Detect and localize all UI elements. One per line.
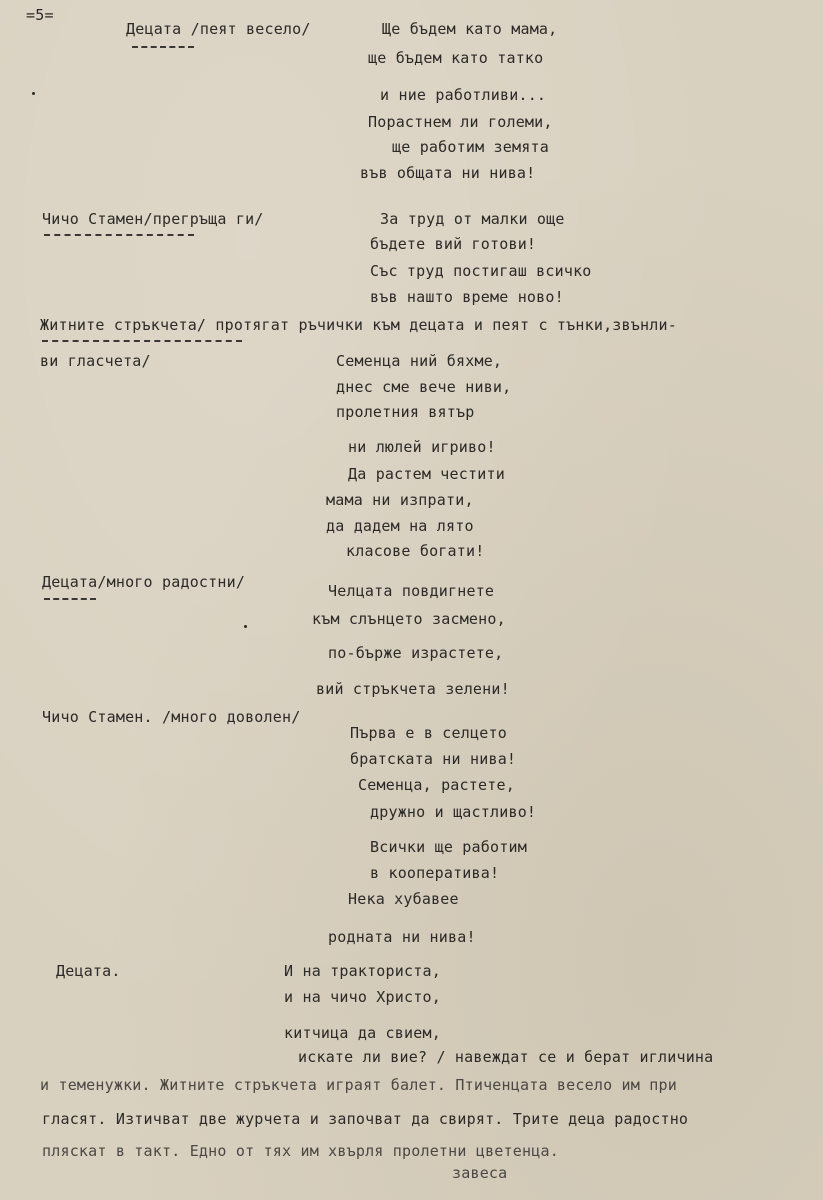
verse-line: ще работим земята bbox=[392, 138, 549, 156]
verse-line: класове богати! bbox=[346, 542, 485, 560]
curtain-label: завеса bbox=[452, 1164, 508, 1182]
verse-line: Челцата повдигнете bbox=[328, 582, 495, 600]
ink-dot bbox=[244, 625, 247, 628]
verse-line: Със труд постигаш всичко bbox=[370, 262, 592, 280]
verse-line: китчица да свием, bbox=[284, 1024, 441, 1042]
verse-line: Порастнем ли големи, bbox=[368, 113, 553, 131]
page-number: =5= bbox=[26, 6, 54, 24]
verse-line: дружно и щастливо! bbox=[370, 803, 537, 821]
verse-line: Семенца ний бяхме, bbox=[336, 352, 503, 370]
verse-line: Да растем честити bbox=[348, 465, 505, 483]
verse-line: към слънцето засмено, bbox=[312, 610, 506, 628]
speaker-children: Децата/много радостни/ bbox=[42, 573, 246, 591]
speaker-underline bbox=[42, 340, 242, 342]
verse-line: бъдете вий готови! bbox=[370, 235, 537, 253]
speaker-chicho-stamen: Чичо Стамен/прегръща ги/ bbox=[42, 210, 264, 228]
stage-direction: и теменужки. Житните стръкчета играят балет. Птиченцата весело им при bbox=[40, 1076, 677, 1094]
verse-line: родната ни нива! bbox=[328, 928, 476, 946]
verse-line: и на чичо Христо, bbox=[284, 988, 441, 1006]
speaker-children: Децата. bbox=[56, 962, 121, 980]
verse-line: и ние работливи... bbox=[380, 86, 547, 104]
stage-direction: ви гласчета/ bbox=[40, 352, 151, 370]
verse-line: да дадем на лято bbox=[326, 517, 474, 535]
verse-line: Ще бъдем като мама, bbox=[382, 20, 558, 38]
verse-line: вий стръкчета зелени! bbox=[316, 680, 510, 698]
speaker-underline bbox=[44, 234, 194, 236]
verse-line: братската ни нива! bbox=[350, 750, 517, 768]
verse-line: Всички ще работим bbox=[370, 838, 527, 856]
stage-direction: Житните стръкчета/ протягат ръчички към децата и пеят с тънки,звънли- bbox=[40, 316, 677, 334]
verse-line: във общата ни нива! bbox=[360, 164, 536, 182]
stage-direction: пляскат в такт. Едно от тях им хвърля пролетни цветенца. bbox=[42, 1142, 559, 1160]
stage-direction: гласят. Изтичват две журчета и започват да свирят. Трите деца радостно bbox=[42, 1110, 689, 1128]
verse-line: във нашто време ново! bbox=[370, 288, 564, 306]
verse-line: ни люлей игриво! bbox=[348, 438, 496, 456]
verse-line: Семенца, растете, bbox=[358, 776, 515, 794]
verse-line: Първа е в селцето bbox=[350, 724, 507, 742]
speaker-chicho-stamen: Чичо Стамен. /много доволен/ bbox=[42, 708, 301, 726]
verse-line: по-бърже израстете, bbox=[328, 644, 504, 662]
speaker-underline bbox=[132, 46, 194, 48]
verse-line: пролетния вятър bbox=[336, 403, 475, 421]
verse-line: мама ни изпрати, bbox=[326, 491, 474, 509]
verse-line: За труд от малки още bbox=[380, 210, 565, 228]
verse-line: искате ли вие? / навеждат се и берат игличина bbox=[298, 1048, 714, 1066]
speaker-underline bbox=[44, 598, 96, 600]
speaker-children: Децата /пеят весело/ bbox=[126, 20, 311, 38]
verse-line: ще бъдем като татко bbox=[368, 49, 544, 67]
verse-line: днес сме вече ниви, bbox=[336, 378, 512, 396]
verse-line: И на тракториста, bbox=[284, 962, 441, 980]
verse-line: Нека хубавее bbox=[348, 890, 459, 908]
verse-line: в кооператива! bbox=[370, 864, 500, 882]
ink-dot bbox=[32, 92, 35, 95]
